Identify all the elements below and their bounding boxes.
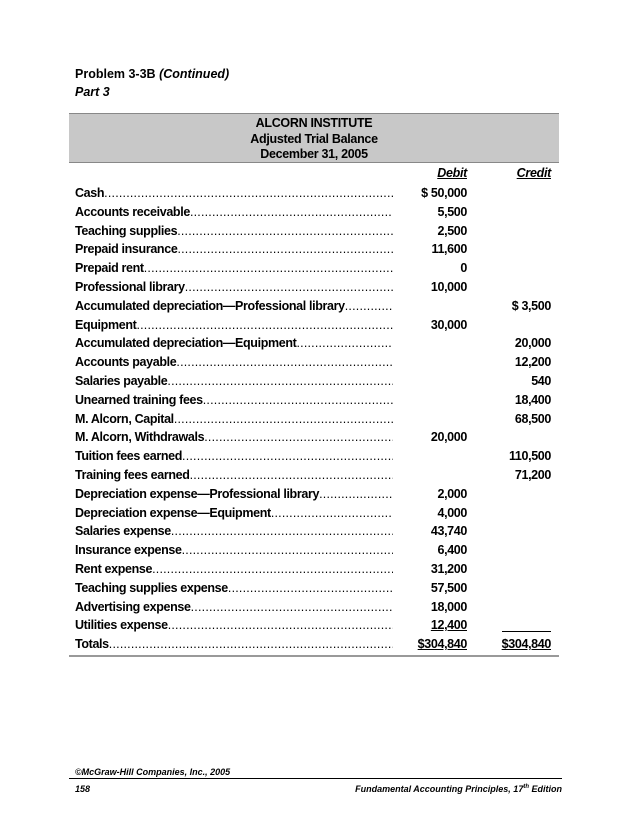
table-row	[75, 297, 555, 316]
debit-column-header: Debit	[437, 166, 467, 180]
account-name: M. Alcorn, Withdrawals .....	[75, 428, 393, 447]
credit-amount: 18,400	[514, 392, 551, 407]
account-name: Unearned training fees .....	[75, 391, 393, 410]
table-row	[75, 353, 555, 372]
credit-total: $304,840	[501, 637, 551, 652]
table-row	[75, 240, 555, 259]
debit-amount: 11,600	[431, 242, 467, 257]
account-name: Equipment .....	[75, 316, 393, 335]
statement-title: Adjusted Trial Balance	[250, 131, 378, 146]
account-name: Rent expense .....	[75, 560, 393, 579]
account-name: Teaching supplies .....	[75, 222, 393, 241]
debit-amount: 12,400	[430, 618, 467, 633]
table-row	[75, 522, 555, 541]
footer-copyright: ©McGraw-Hill Companies, Inc., 2005	[75, 767, 231, 777]
footer-divider	[69, 778, 562, 779]
table-row	[75, 428, 555, 447]
credit-column-header: Credit	[516, 166, 551, 180]
book-title	[355, 784, 562, 794]
account-name: Training fees earned .....	[75, 466, 393, 485]
table-row	[75, 316, 555, 335]
book-title-text: Fundamental Accounting Principles, 17	[355, 784, 524, 794]
account-name: Insurance expense .....	[75, 541, 393, 560]
totals-row	[75, 635, 555, 654]
problem-number: Problem 3-3B	[75, 67, 156, 81]
debit-amount: 43,740	[430, 524, 467, 539]
account-name: Tuition fees earned .....	[75, 447, 393, 466]
account-name: Accounts payable .....	[75, 353, 393, 372]
debit-amount: 20,000	[430, 430, 467, 445]
table-row	[75, 616, 555, 635]
table-row	[75, 410, 555, 429]
account-name: Depreciation expense—Professional library .....	[75, 485, 393, 504]
table-row	[75, 203, 555, 222]
account-name: Utilities expense .....	[75, 616, 393, 635]
statement-date: December 31, 2005	[260, 147, 368, 161]
account-name: Prepaid rent .....	[75, 259, 393, 278]
debit-amount: 10,000	[430, 279, 467, 294]
table-row	[75, 278, 555, 297]
table-row	[75, 222, 555, 241]
debit-amount: 30,000	[430, 317, 467, 332]
table-row	[75, 391, 555, 410]
account-name: Cash .....	[75, 184, 393, 203]
account-name: M. Alcorn, Capital .....	[75, 410, 393, 429]
credit-amount: 68,500	[514, 411, 551, 426]
debit-amount: 2,500	[437, 223, 467, 238]
table-row	[75, 447, 555, 466]
account-name: Depreciation expense—Equipment .....	[75, 504, 393, 523]
credit-amount: 12,200	[514, 355, 551, 370]
credit-amount: 540	[531, 373, 551, 388]
account-name: Prepaid insurance .....	[75, 240, 393, 259]
problem-title	[75, 67, 229, 81]
table-row	[75, 466, 555, 485]
debit-amount: 4,000	[437, 505, 467, 520]
trial-balance-table	[75, 184, 555, 654]
debit-amount: 5,500	[437, 204, 467, 219]
debit-amount: 2,000	[437, 486, 467, 501]
credit-underline	[502, 631, 551, 632]
account-name: Totals .....	[75, 635, 393, 654]
account-name: Accounts receivable .....	[75, 203, 393, 222]
account-name: Teaching supplies expense .....	[75, 579, 393, 598]
book-edition-sup: th	[523, 784, 529, 790]
table-bottom-rule	[69, 655, 559, 657]
credit-amount: 110,500	[508, 449, 551, 464]
table-row	[75, 504, 555, 523]
table-row	[75, 372, 555, 391]
debit-amount: 18,000	[430, 599, 467, 614]
statement-title-band	[69, 113, 559, 163]
company-name: ALCORN INSTITUTE	[255, 116, 373, 130]
debit-amount: 6,400	[437, 543, 467, 558]
table-row	[75, 560, 555, 579]
credit-amount: $ 3,500	[511, 298, 551, 313]
table-row	[75, 485, 555, 504]
debit-amount: 0	[460, 261, 467, 276]
account-name: Accumulated depreciation—Professional library .....	[75, 297, 393, 316]
table-row	[75, 259, 555, 278]
book-edition-suffix: Edition	[529, 784, 562, 794]
account-name: Professional library .....	[75, 278, 393, 297]
account-name: Salaries payable .....	[75, 372, 393, 391]
account-name: Salaries expense .....	[75, 522, 393, 541]
continued-label: (Continued)	[159, 67, 230, 81]
credit-amount: 71,200	[514, 467, 551, 482]
debit-total: $304,840	[417, 637, 467, 652]
debit-amount: 57,500	[430, 580, 467, 595]
table-row	[75, 598, 555, 617]
table-row	[75, 334, 555, 353]
account-name: Advertising expense .....	[75, 598, 393, 617]
page-number: 158	[75, 784, 91, 794]
credit-amount: 20,000	[514, 336, 551, 351]
table-row	[75, 184, 555, 203]
table-row	[75, 579, 555, 598]
account-name: Accumulated depreciation—Equipment .....	[75, 334, 393, 353]
debit-amount: $ 50,000	[421, 186, 467, 200]
table-row	[75, 541, 555, 560]
part-label: Part 3	[75, 85, 110, 99]
debit-amount: 31,200	[430, 561, 467, 576]
